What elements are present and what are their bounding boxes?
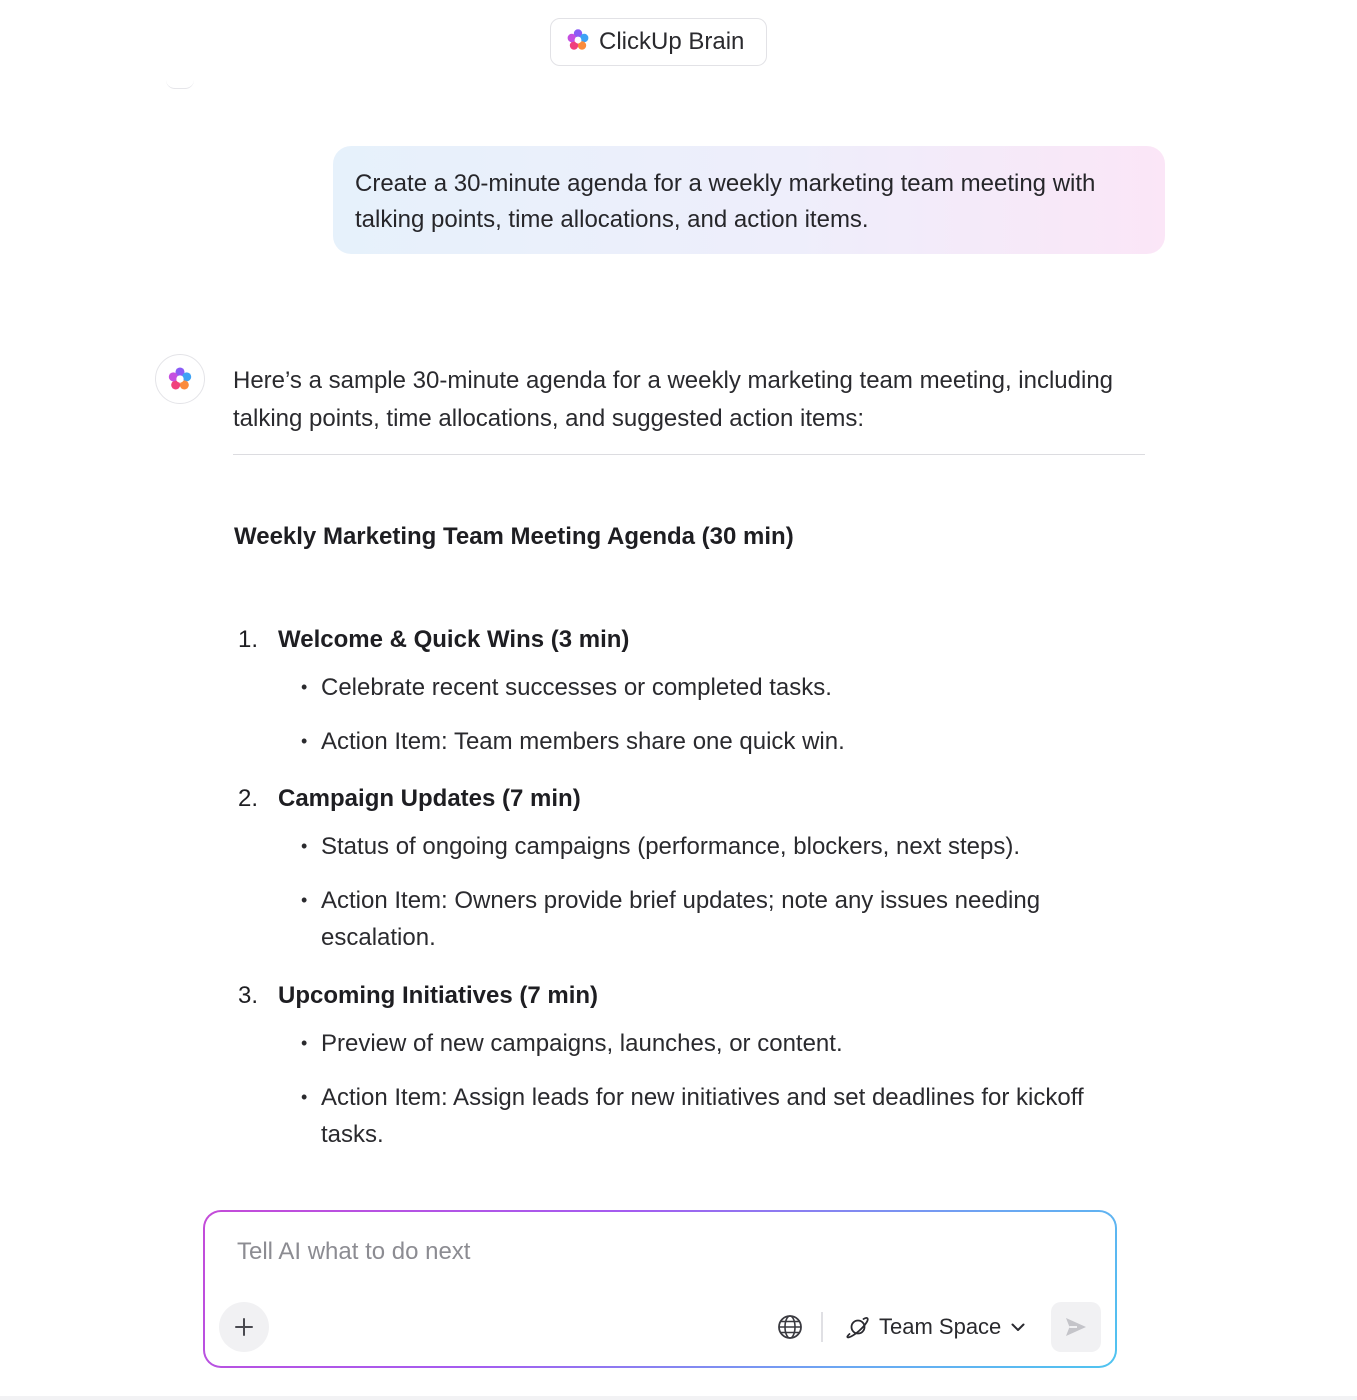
web-search-button[interactable] [775, 1312, 805, 1342]
section-number: 3. [238, 982, 259, 1009]
agenda-bullet [301, 669, 1121, 706]
globe-icon [777, 1314, 803, 1340]
send-button[interactable] [1051, 1302, 1101, 1352]
planet-icon [845, 1314, 871, 1340]
clickup-brain-header[interactable] [550, 18, 767, 66]
plus-icon [233, 1316, 255, 1338]
scroll-edge-divider [166, 80, 194, 89]
toolbar-separator [821, 1312, 823, 1342]
section-title: Welcome & Quick Wins (3 min) [278, 626, 630, 653]
user-message-bubble [333, 146, 1165, 254]
composer-body [205, 1212, 1115, 1366]
agenda-title: Weekly Marketing Team Meeting Agenda (30 min) [234, 523, 794, 550]
bullet-dot: • [301, 836, 308, 856]
agenda-bullet [301, 723, 1121, 760]
response-divider [233, 454, 1145, 455]
section-title: Campaign Updates (7 min) [278, 785, 581, 812]
send-icon [1063, 1314, 1089, 1340]
ai-composer [203, 1210, 1117, 1368]
assistant-avatar [155, 354, 205, 404]
bullet-dot: • [301, 731, 308, 751]
bullet-text: Celebrate recent successes or completed tasks. [321, 674, 832, 701]
assistant-intro-text: Here’s a sample 30-minute agenda for a weekly marketing team meeting, including talking points, time allocations, and suggested action items: [233, 367, 1114, 432]
bullet-text: Status of ongoing campaigns (performance, blockers, next steps). [321, 833, 1021, 860]
bullet-dot: • [301, 890, 308, 910]
bullet-text: Action Item: Assign leads for new initiatives and set deadlines for kickoff tasks. [321, 1084, 1084, 1148]
user-message-text: Create a 30-minute agenda for a weekly marketing team meeting with talking points, time allocations, and action items. [355, 170, 1096, 233]
agenda-bullet [301, 828, 1121, 865]
bullet-dot: • [301, 1087, 308, 1107]
section-number: 2. [238, 785, 259, 812]
agenda-bullet [301, 882, 1121, 956]
clickup-brain-logo-icon [565, 27, 591, 58]
bullet-text: Action Item: Owners provide brief updates; note any issues needing escalation. [321, 887, 1041, 951]
header-title: ClickUp Brain [599, 28, 745, 55]
section-title: Upcoming Initiatives (7 min) [278, 982, 599, 1009]
bullet-text: Preview of new campaigns, launches, or content. [321, 1030, 843, 1057]
bullet-dot: • [301, 677, 308, 697]
agenda-section-heading [238, 982, 598, 1010]
bullet-dot: • [301, 1033, 308, 1053]
bullet-text: Action Item: Team members share one quick win. [321, 728, 845, 755]
space-selector[interactable] [845, 1310, 1027, 1344]
agenda-bullet [301, 1025, 1121, 1062]
agenda-section-heading [238, 785, 581, 813]
agenda-section-heading [238, 626, 629, 654]
add-attachment-button[interactable] [219, 1302, 269, 1352]
space-selector-label: Team Space [879, 1314, 1002, 1339]
bottom-border [0, 1396, 1357, 1400]
agenda-bullet [301, 1079, 1121, 1153]
section-number: 1. [238, 626, 259, 653]
prompt-input[interactable] [237, 1238, 1077, 1266]
chevron-down-icon [1009, 1318, 1027, 1336]
clickup-brain-avatar-icon [166, 365, 194, 393]
